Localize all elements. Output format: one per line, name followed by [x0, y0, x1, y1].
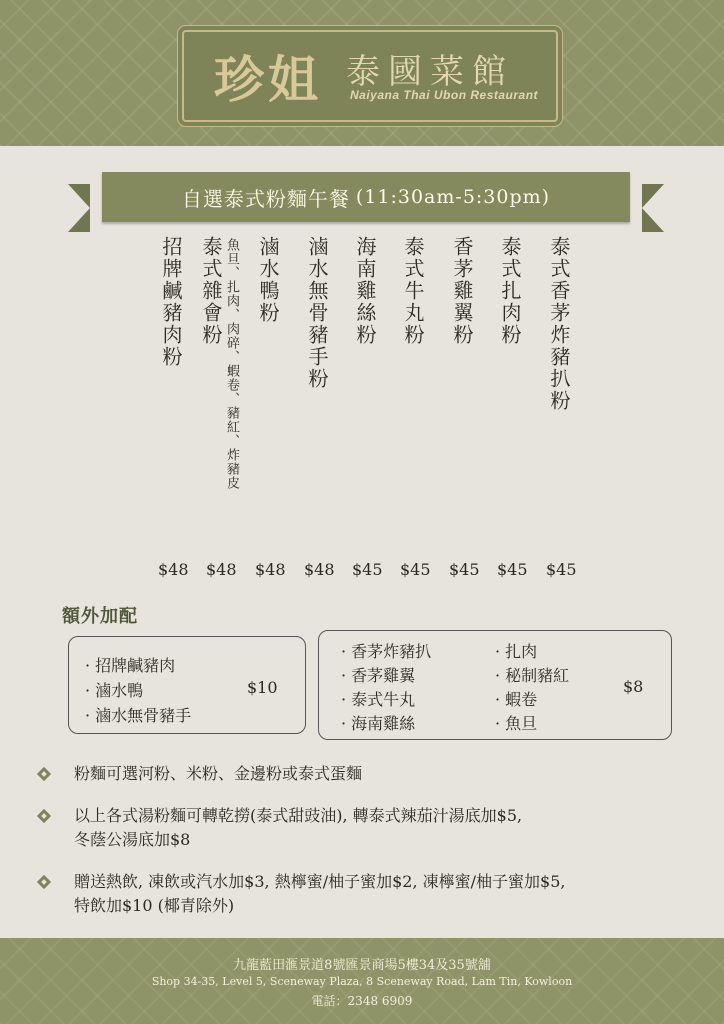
phone-number: 電話：2348 6909: [311, 994, 413, 1008]
extra-item: · 蝦卷: [495, 690, 538, 709]
logo-name-chinese: 泰國菜館: [346, 52, 514, 92]
logo-name-big: 珍姐: [214, 50, 322, 109]
extra-item: · 招牌鹹豬肉: [85, 656, 176, 675]
extras-title: 額外加配: [62, 606, 138, 627]
extra-price: $10: [247, 678, 278, 697]
dish-price: $48: [255, 560, 286, 579]
extra-item: · 海南雞絲: [341, 714, 416, 733]
extra-item: · 滷水鴨: [85, 681, 144, 700]
dish-name: 滷水鴨粉: [256, 236, 280, 324]
extra-item: · 滷水無骨豬手: [85, 706, 192, 725]
extra-item: · 香茅雞翼: [341, 666, 416, 685]
footer-band: [0, 938, 724, 1024]
dish-name: 香茅雞翼粉: [450, 236, 474, 346]
dish-price: $45: [352, 560, 383, 579]
diamond-bullet-icon: [36, 808, 52, 824]
extra-item: · 泰式牛丸: [341, 690, 416, 709]
note-line: 以上各式湯粉麵可轉乾撈(泰式甜豉油), 轉泰式辣茄汁湯底加$5,: [74, 806, 523, 825]
note-line: 粉麵可選河粉、米粉、金邊粉或泰式蛋麵: [74, 764, 363, 783]
dish-name: 泰式扎肉粉: [498, 236, 522, 346]
dish-list: [0, 236, 724, 586]
address-english: Shop 34-35, Level 5, Sceneway Plaza, 8 Sceneway Road, Lam Tin, Kowloon: [151, 975, 573, 988]
logo-name-english: Naiyana Thai Ubon Restaurant: [350, 88, 539, 102]
dish-name: 海南雞絲粉: [353, 236, 377, 346]
dish-price: $45: [449, 560, 480, 579]
dish-name: 泰式雜會粉: [199, 236, 223, 346]
dish-price: $48: [206, 560, 237, 579]
note-line: 特飲加$10 (椰青除外): [74, 896, 235, 915]
dish-name: 泰式牛丸粉: [401, 236, 425, 346]
note-line: 冬蔭公湯底加$8: [74, 830, 191, 849]
note-item: [36, 870, 696, 922]
extra-item: · 魚旦: [495, 714, 538, 733]
ribbon-tail-left: [68, 184, 90, 232]
dish-name: 招牌鹹豬肉粉: [159, 236, 183, 368]
dish-note: 魚旦、扎肉、肉碎、蝦卷、豬紅、炸豬皮: [224, 238, 239, 490]
note-line: 贈送熱飲, 凍飲或汽水加$3, 熱檸蜜/柚子蜜加$2, 凍檸蜜/柚子蜜加$5,: [74, 872, 566, 891]
note-item: [36, 804, 696, 856]
diamond-bullet-icon: [36, 766, 52, 782]
dish-price: $45: [546, 560, 577, 579]
dish-name: 滷水無骨豬手粉: [305, 236, 329, 390]
dish-price: $45: [497, 560, 528, 579]
extra-price: $8: [623, 677, 644, 696]
extra-item: · 秘制豬紅: [495, 666, 570, 685]
diamond-bullet-icon: [36, 874, 52, 890]
extras-box-8: [318, 630, 672, 740]
dish-price: $45: [400, 560, 431, 579]
dish-name: 泰式香茅炸豬扒粉: [547, 236, 571, 412]
ribbon-tail-right: [642, 184, 664, 232]
dish-price: $48: [304, 560, 335, 579]
restaurant-logo: [182, 30, 558, 122]
dish-price: $48: [158, 560, 189, 579]
header-band: [0, 0, 724, 146]
section-ribbon: [68, 172, 664, 236]
extra-item: · 扎肉: [495, 642, 538, 661]
extras-box-10: [68, 636, 306, 734]
ribbon-title: 自選泰式粉麵午餐: [181, 186, 350, 211]
ribbon-time: (11:30am-5:30pm): [355, 186, 551, 208]
note-item: [36, 762, 696, 792]
extra-item: · 香茅炸豬扒: [341, 642, 432, 661]
address-chinese: 九龍藍田滙景道8號匯景商場5樓34及35號舖: [233, 958, 491, 973]
ribbon-banner: [102, 172, 630, 222]
